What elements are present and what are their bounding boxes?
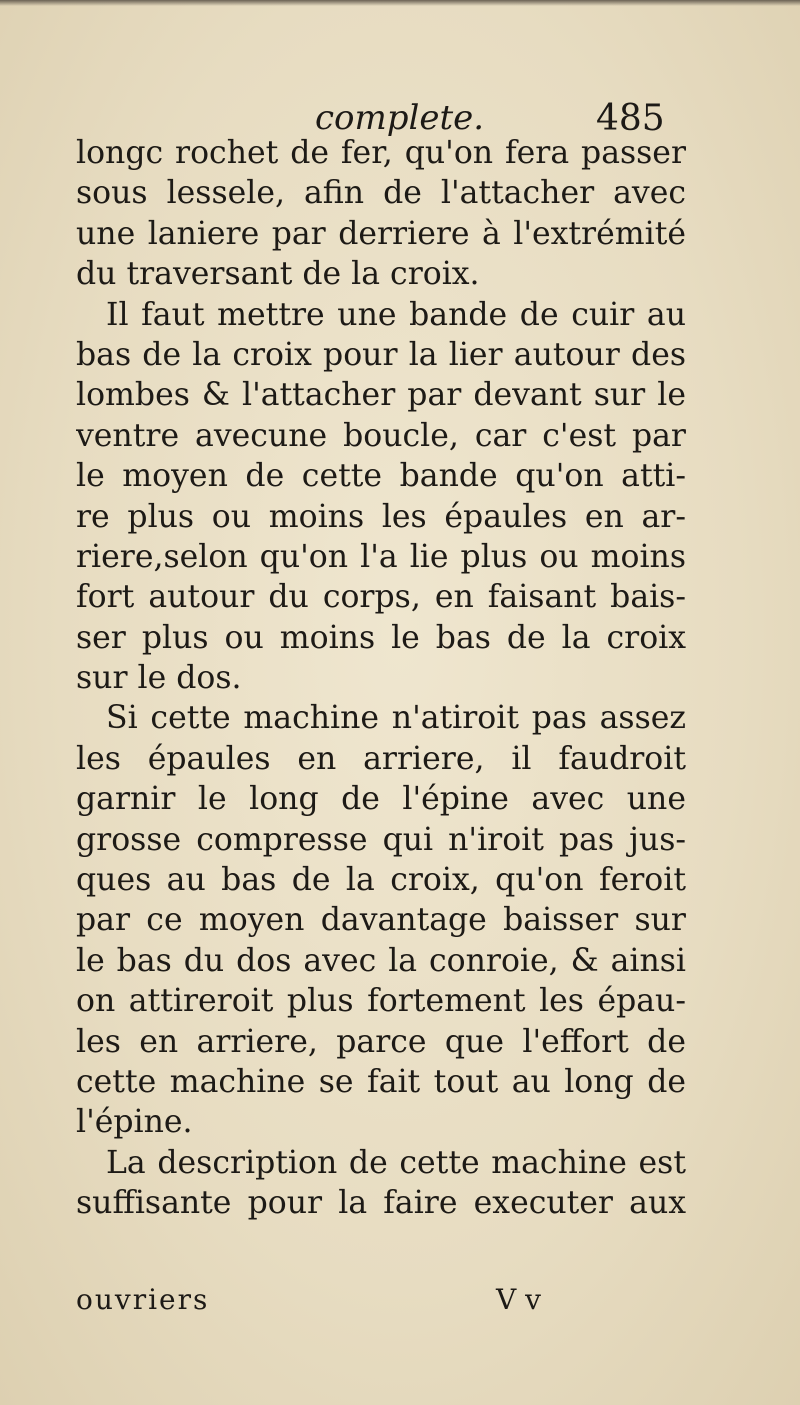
text-line: lombes & l'attacher par devant sur le <box>76 377 686 414</box>
text-line: on attireroit plus fortement les épau- <box>76 983 686 1020</box>
catchword: ouvriers <box>76 1283 210 1316</box>
text-line: ventre avecune boucle, car c'est par <box>76 417 686 454</box>
text-line: fort autour du corps, en faisant bais- <box>76 579 686 616</box>
page-footer <box>76 1283 686 1325</box>
text-line: sur le dos. <box>76 660 242 697</box>
text-line: Il faut mettre une bande de cuir au <box>106 296 686 333</box>
running-head: complete. <box>315 98 485 138</box>
text-line: grosse compresse qui n'iroit pas jus- <box>76 821 686 858</box>
text-line: La description de cette machine est <box>106 1144 686 1181</box>
text-line: suffisante pour la faire executer aux <box>76 1185 686 1222</box>
text-line: longc rochet de fer, qu'on fera passer <box>76 135 686 171</box>
text-line: le moyen de cette bande qu'on atti- <box>76 458 686 495</box>
text-line: par ce moyen davantage baisser sur <box>76 902 686 939</box>
text-line: cette machine se fait tout au long de <box>76 1063 686 1100</box>
text-line: l'épine. <box>76 1104 193 1141</box>
text-line: sous lessele, afin de l'attacher avec <box>76 175 686 212</box>
text-line: bas de la croix pour la lier autour des <box>76 336 686 373</box>
text-line: re plus ou moins les épaules en ar- <box>76 498 686 535</box>
text-line: les en arriere, parce que l'effort de <box>76 1023 686 1060</box>
signature-mark: V v <box>496 1283 541 1316</box>
page-number: 485 <box>596 98 665 139</box>
text-line: riere,selon qu'on l'a lie plus ou moins <box>76 538 686 575</box>
text-line: Si cette machine n'atiroit pas assez <box>106 700 686 737</box>
text-line: une laniere par derriere à l'extrémité <box>76 215 686 252</box>
text-line: le bas du dos avec la conroie, & ainsi <box>76 942 686 979</box>
text-line: garnir le long de l'épine avec une <box>76 781 686 818</box>
page-top-edge <box>0 0 800 6</box>
body-text <box>76 133 686 1224</box>
text-line: du traversant de la croix. <box>76 256 480 293</box>
text-line: ser plus ou moins le bas de la croix <box>76 619 686 656</box>
text-line: les épaules en arriere, il faudroit <box>76 740 686 777</box>
text-line: ques au bas de la croix, qu'on feroit <box>76 862 686 899</box>
